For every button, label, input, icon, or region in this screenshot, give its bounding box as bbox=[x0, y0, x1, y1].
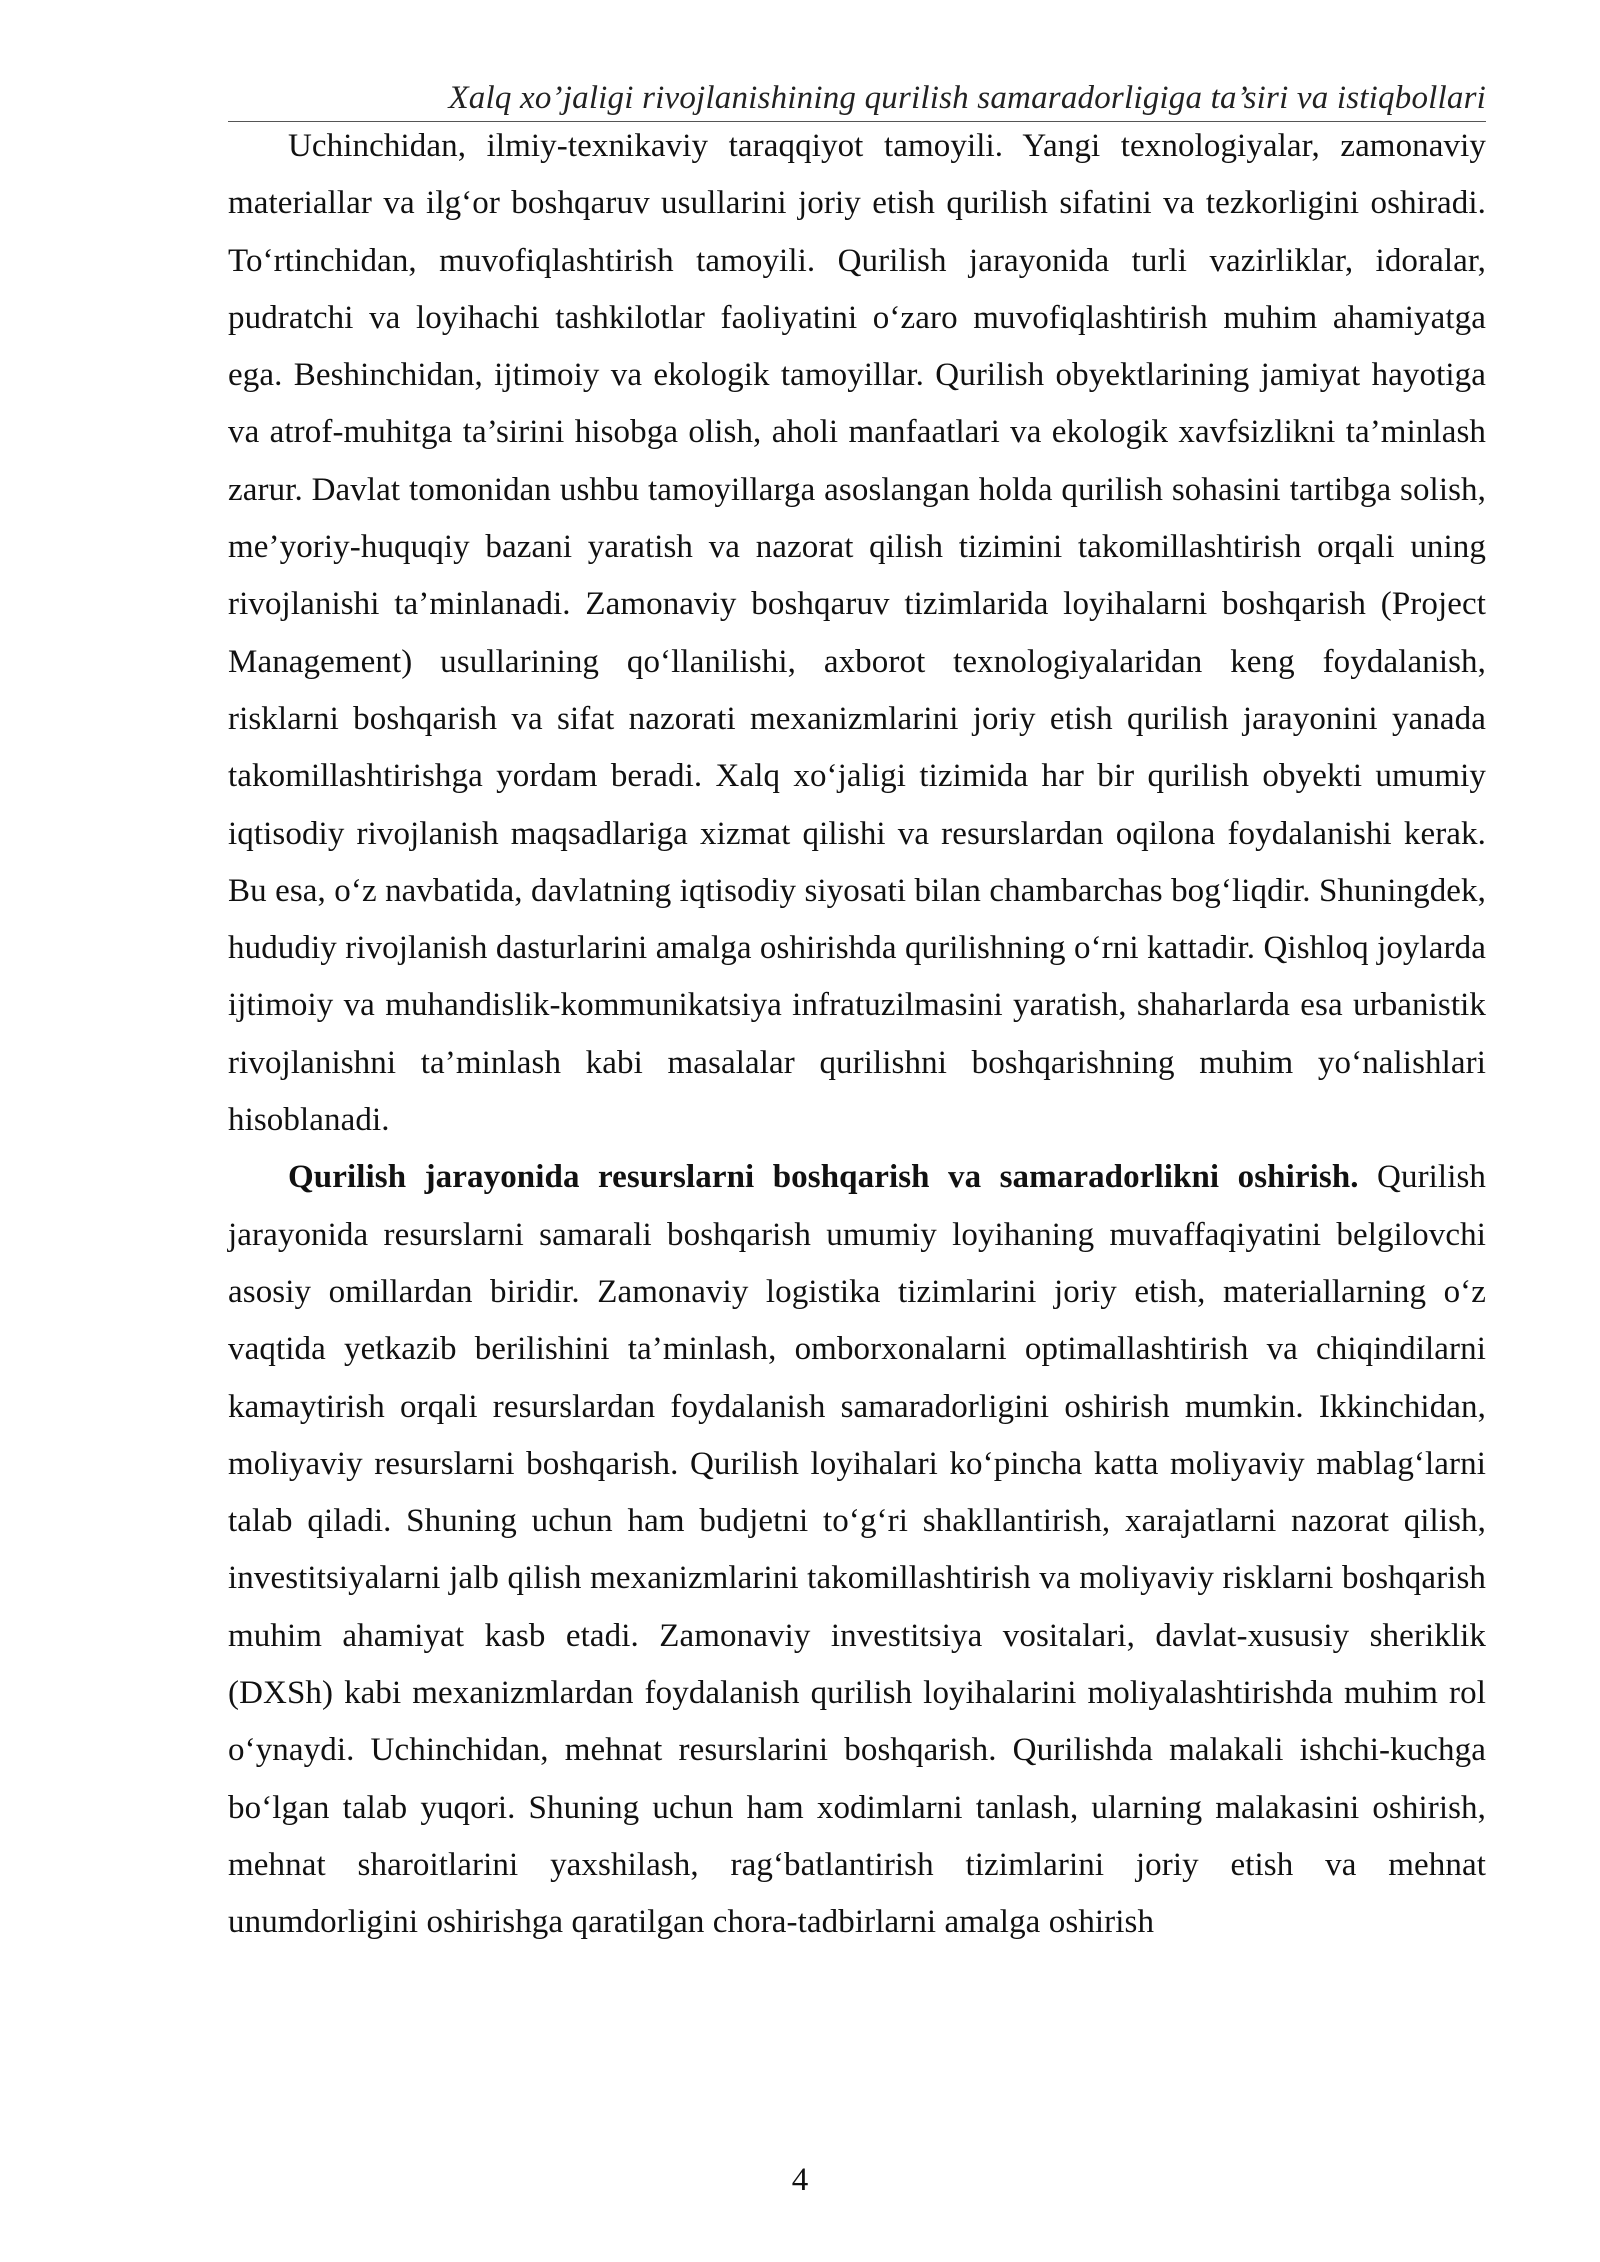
running-header: Xalq xo’jaligi rivojlanishining qurilish samaradorligiga ta’siri va istiqbollari bbox=[448, 80, 1486, 116]
section-heading: Qurilish jarayonida resurslarni boshqarish va samaradorlikni oshirish. bbox=[288, 1159, 1359, 1196]
section-heading-paragraph bbox=[228, 1149, 1486, 1951]
page-body bbox=[228, 118, 1486, 1952]
page-number: 4 bbox=[791, 2162, 809, 2198]
body-paragraph: Qurilish jarayonida resurslarni samarali boshqarish umumiy loyihaning muvaffaqiyatini belgilovchi asosiy omillardan biridir. Zamonaviy logistika tizimlarini joriy etish, materiallarning o‘z vaqtida yetkazib berilishini ta’minlash, omborxonalarni optimallashtirish va chiqindilarni kamaytirish orqali resurslardan foydalanish samaradorligini oshirish mumkin. Ikkinchidan, moliyaviy resurslarni boshqarish. Qurilish loyihalari ko‘pincha katta moliyaviy mablag‘larni talab qiladi. Shuning uchun ham budjetni to‘g‘ri shakllantirish, xarajatlarni nazorat qilish, investitsiyalarni jalb qilish mexanizmlarini takomillashtirish va moliyaviy risklarni boshqarish muhim ahamiyat kasb etadi. Zamonaviy investitsiya vositalari, davlat-xususiy sheriklik (DXSh) kabi mexanizmlardan foydalanish qurilish loyihalarini moliyalashtirishda muhim rol o‘ynaydi. Uchinchidan, mehnat resurslarini boshqarish. Qurilishda malakali ishchi-kuchga bo‘lgan talab yuqori. Shuning uchun ham xodimlarni tanlash, ularning malakasini oshirish, mehnat sharoitlarini yaxshilash, rag‘batlantirish tizimlarini joriy etish va mehnat unumdorligini oshirishga qaratilgan chora-tadbirlarni amalga oshirish bbox=[228, 1159, 1486, 1941]
body-paragraph: Uchinchidan, ilmiy-texnikaviy taraqqiyot tamoyili. Yangi texnologiyalar, zamonaviy materiallar va ilg‘or boshqaruv usullarini joriy etish qurilish sifatini va tezkorligini oshiradi. To‘rtinchidan, muvofiqlashtirish tamoyili. Qurilish jarayonida turli vazirliklar, idoralar, pudratchi va loyihachi tashkilotlar faoliyatini o‘zaro muvofiqlashtirish muhim ahamiyatga ega. Beshinchidan, ijtimoiy va ekologik tamoyillar. Qurilish obyektlarining jamiyat hayotiga va atrof-muhitga ta’sirini hisobga olish, aholi manfaatlari va ekologik xavfsizlikni ta’minlash zarur. Davlat tomonidan ushbu tamoyillarga asoslangan holda qurilish sohasini tartibga solish, me’yoriy-huquqiy bazani yaratish va nazorat qilish tizimini takomillashtirish orqali uning rivojlanishi ta’minlanadi. Zamonaviy boshqaruv tizimlarida loyihalarni boshqarish (Project Management) usullarining qo‘llanilishi, axborot texnologiyalaridan keng foydalanish, risklarni boshqarish va sifat nazorati mexanizmlarini joriy etish qurilish jarayonini yanada takomillashtirishga yordam beradi. Xalq xo‘jaligi tizimida har bir qurilish obyekti umumiy iqtisodiy rivojlanish maqsadlariga xizmat qilishi va resurslardan oqilona foydalanishi kerak. Bu esa, o‘z navbatida, davlatning iqtisodiy siyosati bilan chambarchas bog‘liqdir. Shuningdek, hududiy rivojlanish dasturlarini amalga oshirishda qurilishning o‘rni kattadir. Qishloq joylarda ijtimoiy va muhandislik-kommunikatsiya infratuzilmasini yaratish, shaharlarda esa urbanistik rivojlanishni ta’minlash kabi masalalar qurilishni boshqarishning muhim yo‘nalishlari hisoblanadi. bbox=[228, 128, 1486, 1139]
